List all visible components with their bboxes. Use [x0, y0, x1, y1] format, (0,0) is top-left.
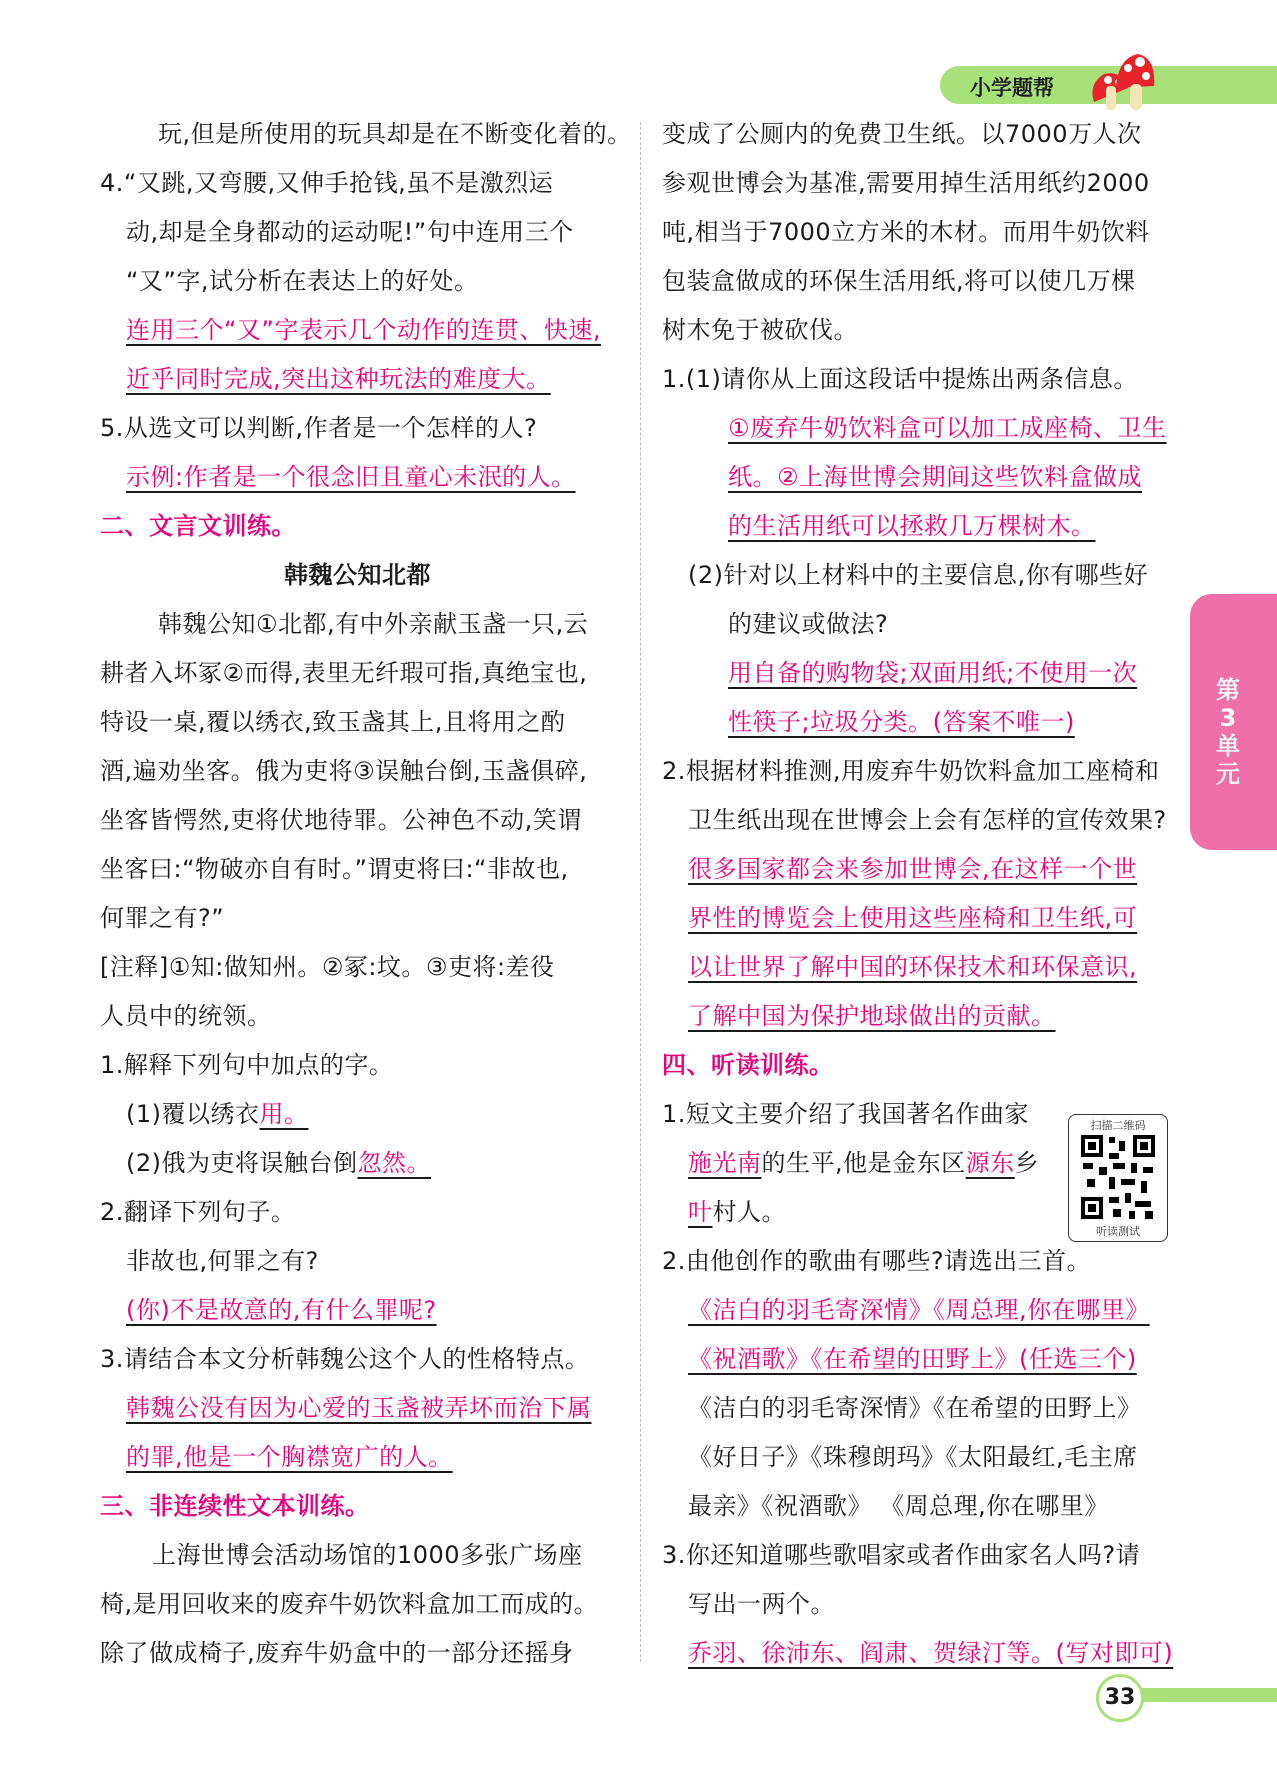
- question-2: 2.由他创作的歌曲有哪些?请选出三首。: [662, 1247, 1092, 1275]
- question-5: 5.从选文可以判断,作者是一个怎样的人?: [100, 414, 538, 442]
- question-4: 4.“又跳,又弯腰,又伸手抢钱,虽不是激烈运: [100, 169, 554, 197]
- question-2: 2.翻译下列句子。: [100, 1198, 296, 1226]
- qr-code-icon: [1079, 1133, 1157, 1221]
- question-2: 2.根据材料推测,用废弃牛奶饮料盒加工座椅和: [662, 757, 1160, 785]
- passage-line: 椅,是用回收来的废弃牛奶饮料盒加工而成的。: [100, 1590, 599, 1618]
- unit-label: 第3单元: [1216, 676, 1240, 788]
- answer-line: 《洁白的羽毛寄深情》《周总理,你在哪里》: [688, 1296, 1150, 1324]
- text-line: 玩,但是所使用的玩具却是在不断变化着的。: [158, 120, 632, 148]
- mushroom-icon: [1066, 44, 1156, 114]
- text-line: 非故也,何罪之有?: [126, 1247, 319, 1275]
- question-1: 1.短文主要介绍了我国著名作曲家: [662, 1100, 1029, 1128]
- notes-line: [注释]①知:做知州。②冢:坟。③吏将:差役: [100, 953, 555, 981]
- passage-line: 包装盒做成的环保生活用纸,将可以使几万棵: [662, 267, 1136, 295]
- answer-line: 界性的博览会上使用这些座椅和卫生纸,可: [688, 904, 1138, 932]
- answer-line: 示例:作者是一个很念旧且童心未泯的人。: [126, 463, 576, 491]
- text-line: 动,却是全身都动的运动呢!”句中连用三个: [126, 218, 574, 246]
- header-title: 小学题帮: [970, 76, 1054, 100]
- answer-line: 很多国家都会来参加世博会,在这样一个世: [688, 855, 1138, 883]
- answer-line: 《祝酒歌》《在希望的田野上》(任选三个): [688, 1345, 1137, 1373]
- question-1: 1.(1)请你从上面这段话中提炼出两条信息。: [662, 365, 1138, 393]
- answer-inline: 忽然。: [357, 1149, 431, 1177]
- passage-line: 特设一桌,覆以绣衣,致玉盏其上,且将用之酌: [100, 708, 566, 736]
- passage-line: 参观世博会为基准,需要用掉生活用纸约2000: [662, 169, 1150, 197]
- answer-line: 的生活用纸可以拯救几万棵树木。: [728, 512, 1096, 540]
- passage-line: 变成了公厕内的免费卫生纸。以7000万人次: [662, 120, 1142, 148]
- answer-line: (你)不是故意的,有什么罪呢?: [126, 1296, 437, 1324]
- answer-line: 的罪,他是一个胸襟宽广的人。: [126, 1443, 453, 1471]
- answer-line: 韩魏公没有因为心爱的玉盏被弄坏而治下属: [126, 1394, 592, 1422]
- qr-code[interactable]: [1068, 1114, 1168, 1242]
- passage-title: 韩魏公知北都: [284, 561, 431, 589]
- qr-bottom-label: 听读测试: [1096, 1225, 1140, 1238]
- question-3: 3.请结合本文分析韩魏公这个人的性格特点。: [100, 1345, 590, 1373]
- fill-in-line: 叶村人。: [688, 1198, 786, 1226]
- passage-line: 除了做成椅子,废弃牛奶盒中的一部分还摇身: [100, 1639, 574, 1667]
- question-1: 1.解释下列句中加点的字。: [100, 1051, 394, 1079]
- text-line: 卫生纸出现在世博会上会有怎样的宣传效果?: [688, 806, 1167, 834]
- sub-question: (2)针对以上材料中的主要信息,你有哪些好: [688, 561, 1149, 589]
- answer-line: 以让世界了解中国的环保技术和环保意识,: [688, 953, 1138, 981]
- passage-line: 树木免于被砍伐。: [662, 316, 858, 344]
- passage-line: 酒,遍劝坐客。俄为吏将③误触台倒,玉盏俱碎,: [100, 757, 588, 785]
- passage-line: 耕者入坏冢②而得,表里无纤瑕可指,真绝宝也,: [100, 659, 588, 687]
- text-line: 写出一两个。: [688, 1590, 835, 1618]
- text-line: 的建议或做法?: [728, 610, 889, 638]
- sub-question: (1)覆以绣衣用。: [126, 1100, 309, 1128]
- answer-line: 用自备的购物袋;双面用纸;不使用一次: [728, 659, 1138, 687]
- text-line: 最亲》《祝酒歌》 《周总理,你在哪里》: [688, 1492, 1109, 1520]
- passage-line: 上海世博会活动场馆的1000多张广场座: [152, 1541, 583, 1569]
- passage-line: 韩魏公知①北都,有中外亲献玉盏一只,云: [158, 610, 589, 638]
- answer-line: 性筷子;垃圾分类。(答案不唯一): [728, 708, 1075, 736]
- text-line: “又”字,试分析在表达上的好处。: [126, 267, 479, 295]
- question-3: 3.你还知道哪些歌唱家或者作曲家名人吗?请: [662, 1541, 1141, 1569]
- answer-line: 纸。②上海世博会期间这些饮料盒做成: [728, 463, 1143, 491]
- answer-inline: 叶: [688, 1198, 713, 1226]
- qr-top-label: 扫描二维码: [1090, 1119, 1146, 1132]
- column-divider: [640, 122, 641, 1662]
- section-heading: 二、文言文训练。: [100, 512, 296, 540]
- notes-line: 人员中的统领。: [100, 1002, 272, 1030]
- answer-line: ①废弃牛奶饮料盒可以加工成座椅、卫生: [728, 414, 1167, 442]
- text-line: 《洁白的羽毛寄深情》《在希望的田野上》: [688, 1394, 1142, 1422]
- answer-line: 连用三个“又”字表示几个动作的连贯、快速,: [126, 316, 601, 344]
- passage-line: 吨,相当于7000立方米的木材。而用牛奶饮料: [662, 218, 1150, 246]
- fill-in-line: 施光南的生平,他是金东区源东乡: [688, 1149, 1040, 1177]
- passage-line: 坐客皆愕然,吏将伏地待罪。公神色不动,笑谓: [100, 806, 582, 834]
- section-heading: 三、非连续性文本训练。: [100, 1492, 370, 1520]
- text-line: 《好日子》《珠穆朗玛》《太阳最红,毛主席: [688, 1443, 1138, 1471]
- answer-inline: 施光南: [688, 1149, 762, 1177]
- answer-line: 乔羽、徐沛东、阎肃、贺绿汀等。(写对即可): [688, 1639, 1174, 1667]
- answer-inline: 用。: [259, 1100, 309, 1128]
- passage-line: 何罪之有?”: [100, 904, 225, 932]
- passage-line: 坐客曰:“物破亦自有时。”谓吏将曰:“非故也,: [100, 855, 569, 883]
- answer-line: 近乎同时完成,突出这种玩法的难度大。: [126, 365, 551, 393]
- answer-inline: 源东: [965, 1149, 1015, 1177]
- page-number: 33: [1096, 1674, 1144, 1722]
- section-heading: 四、听读训练。: [662, 1051, 834, 1079]
- sub-question: (2)俄为吏将误触台倒忽然。: [126, 1149, 431, 1177]
- answer-line: 了解中国为保护地球做出的贡献。: [688, 1002, 1056, 1030]
